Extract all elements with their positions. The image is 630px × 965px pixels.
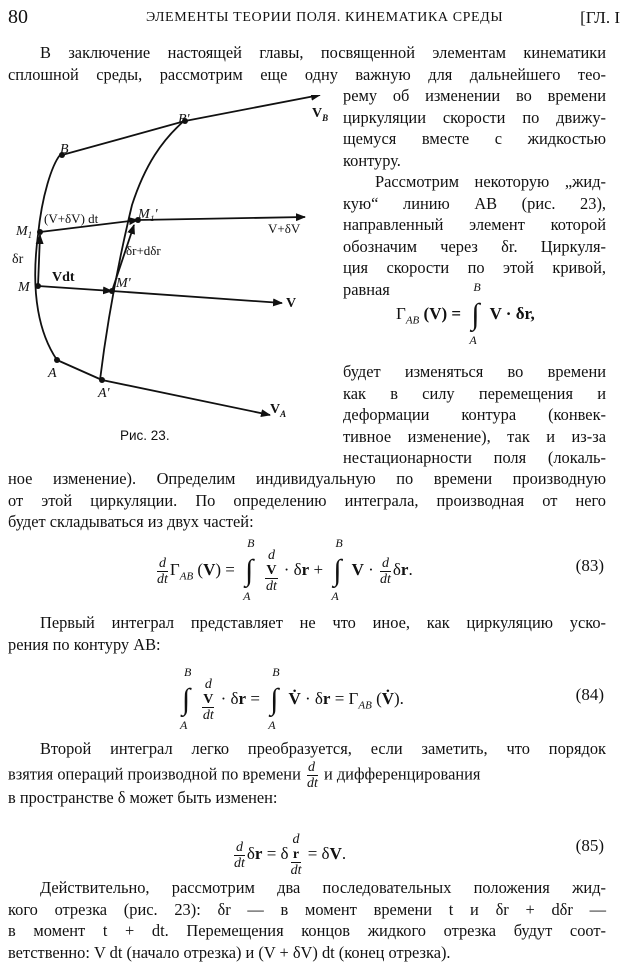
text-line: циркуляции скорости по движу-: [343, 107, 606, 127]
text-line: направленный элемент которой: [343, 215, 606, 234]
formula-circulation: $\Gamma_{AB}$ (V) = ∫ B A V · δr,: [396, 280, 535, 347]
text-line: кого отрезка (рис. 23): δr — в момент времени t и δr + dδr —: [8, 899, 606, 919]
label-m1: $M_1$: [16, 224, 33, 240]
equation-83-number: (83): [575, 556, 604, 575]
line-a-to-a-prime: [57, 360, 102, 380]
text-line: в пространстве δ может быть изменен:: [8, 787, 278, 807]
label-b-prime: B': [178, 112, 190, 127]
label-a-prime: A': [98, 386, 110, 401]
text-line: рему об изменении во времени: [343, 86, 606, 105]
label-v: V: [286, 296, 297, 311]
text-line: кую“ линию АВ (рис. 23),: [343, 193, 606, 213]
paragraph-change-full: [8, 468, 606, 533]
label-m: M: [18, 280, 30, 295]
running-header: [8, 6, 620, 30]
text-line: от этой циркуляции. По определению интеграла, производная от него: [8, 490, 606, 510]
text-line: будет складываться из двух частей:: [8, 512, 254, 531]
figure-23-diagram: [0, 95, 340, 455]
arrow-va: [102, 380, 270, 415]
figure-caption: Рис. 23.: [120, 428, 170, 443]
label-vb: $V_B$: [312, 106, 329, 123]
text-line: равная: [343, 279, 390, 299]
point-m: [35, 283, 41, 289]
text-line: обозначим через δr. Циркуля-: [343, 236, 606, 256]
intro-right-column: [343, 85, 606, 171]
paragraph-operator-order: [8, 738, 606, 808]
label-a: A: [48, 366, 57, 381]
label-va: $V_A$: [270, 402, 287, 419]
text-line: нестационарности поля (локаль-: [343, 448, 606, 467]
equation-84-number: (84): [575, 685, 604, 704]
text-line: сплошной среды, рассмотрим еще одну важную для дальнейшего тео-: [8, 64, 606, 84]
label-b: B: [60, 142, 69, 157]
label-v-dt: Vdt: [52, 270, 75, 285]
page-number: 80: [8, 6, 28, 28]
chapter-marker: [ГЛ. I: [580, 8, 620, 27]
text-line: щемуся вместе с жидкостью: [343, 129, 606, 148]
equation-84: ∫ B A d V dt · δr = ∫ B A V̇ · $\delta r = \Gamma_{AB}$ (V̇).: [180, 665, 404, 732]
text-line: Рассмотрим некоторую „жид-: [375, 172, 606, 191]
point-a: [54, 357, 60, 363]
equation-83: $\frac{d}{dt}$ $\Gamma_{AB}$ (V) = ∫ B A d V dt · δr + ∫ B A V · $\frac{d}{dt}$ δr.: [157, 536, 413, 603]
paragraph-consecutive-positions: [8, 877, 606, 963]
equation-85: $\frac{d}{dt}$ δr = δ d r dt = δV.: [234, 832, 347, 878]
label-delta-r-plus-d: δr+dδr: [126, 243, 161, 258]
label-m1-prime: M₁': [138, 207, 158, 222]
intro-paragraph: [8, 42, 606, 85]
label-v-plus-dv-dt: (V+δV) dt: [44, 211, 99, 226]
text-line: Второй интеграл легко преобразуется, если заметить, что порядок: [40, 739, 606, 758]
point-m1: [37, 229, 43, 235]
point-a-prime: [99, 377, 105, 383]
integral-sign: ∫ B A: [469, 280, 481, 347]
text-line: будет изменяться во времени: [343, 362, 606, 381]
text-line: деформации контура (конвек-: [343, 405, 606, 424]
text-line: взятия операций производной по времени $\frac{d}{dt}$ и дифференцирования: [8, 759, 481, 791]
arrow-vb: [185, 95, 320, 121]
running-title: ЭЛЕМЕНТЫ ТЕОРИИ ПОЛЯ. КИНЕМАТИКА СРЕДЫ: [146, 10, 504, 25]
text-line: контуру.: [343, 150, 401, 170]
arrow-v: [112, 291, 282, 303]
paragraph-change-right: [343, 361, 606, 469]
equation-85-number: (85): [575, 836, 604, 855]
point-m-prime: [109, 288, 115, 294]
label-m-prime: M': [116, 276, 131, 291]
arrow-delta-r: [38, 235, 40, 286]
text-line: В заключение настоящей главы, посвященной элементам кинематики: [40, 43, 606, 62]
text-line: ветственно: V dt (начало отрезка) и (V + δV) dt (конец отрезка).: [8, 942, 451, 962]
text-line: ция скорости по этой кривой,: [343, 258, 606, 277]
text-line: тивное изменение), так и из-за: [343, 426, 606, 446]
arrow-v-dt: [38, 286, 112, 291]
arrow-v-plus-dv: [138, 217, 305, 220]
text-line: как в силу перемещения и: [343, 383, 606, 403]
text-line: в момент t + dt. Перемещения концов жидкого отрезка будут соот-: [8, 921, 606, 940]
label-delta-r: δr: [12, 252, 24, 267]
paragraph-acceleration: [8, 612, 606, 655]
label-v-plus-dv: V+δV: [268, 221, 301, 236]
text-line: Первый интеграл представляет не что иное, как циркуляцию уско-: [40, 613, 606, 632]
text-line: рения по контуру АВ:: [8, 634, 161, 654]
text-line: ное изменение). Определим индивидуальную по времени производную: [8, 469, 606, 488]
text-line: Действительно, рассмотрим два последовательных положения жид-: [40, 878, 606, 897]
